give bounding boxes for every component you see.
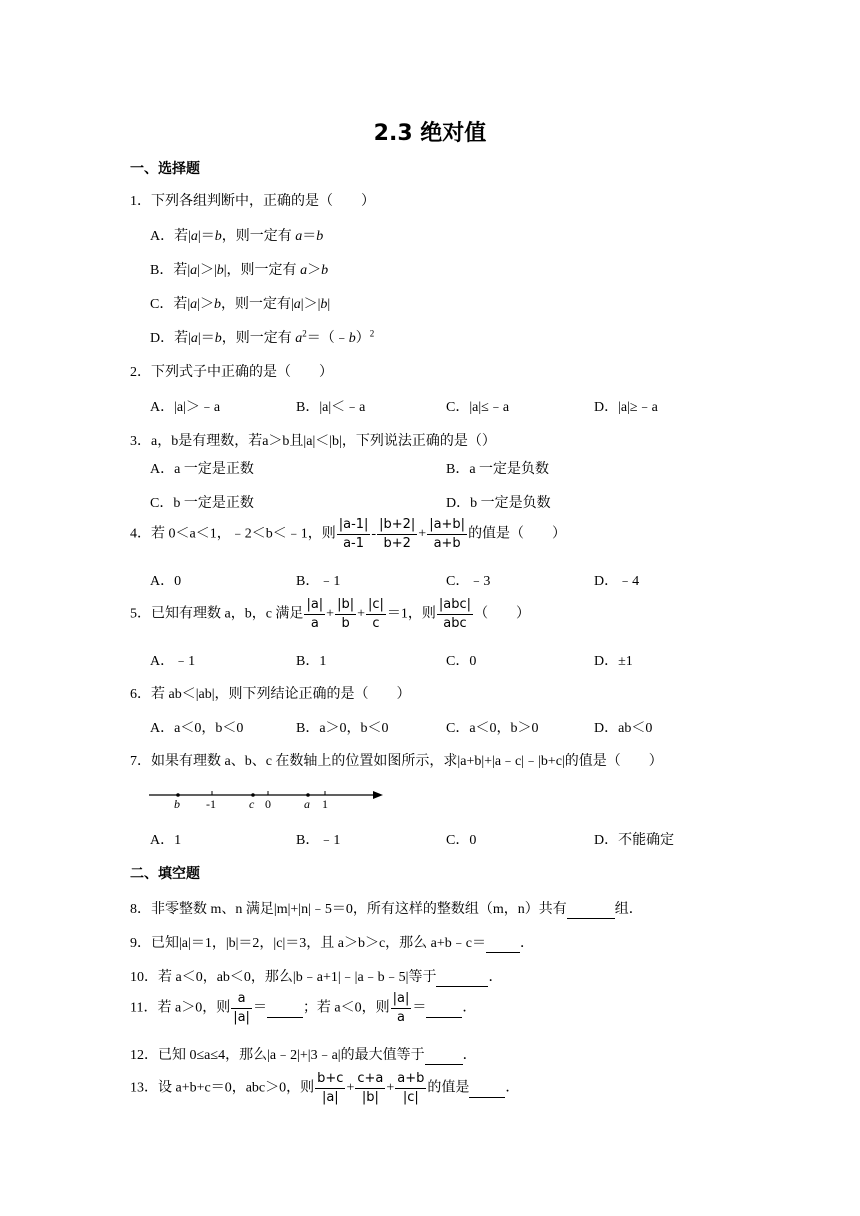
- q2-option-c: C．|a|≤﹣a: [446, 400, 510, 415]
- q4-option-b: B．﹣1: [296, 574, 341, 589]
- q4-fraction-3: $\frac{|a+b|}{a+b}$: [429, 517, 466, 551]
- q13-fraction-2: $\frac{c+a}{|b|}$: [357, 1071, 384, 1105]
- q7-option-a: A．1: [150, 833, 182, 848]
- q4-fraction-2: $\frac{|b+2|}{b+2}$: [379, 517, 416, 551]
- answer-blank[interactable]: [426, 1001, 462, 1018]
- number-line: [145, 780, 385, 810]
- q11-fraction-2: $\frac{|a|}{a}$: [392, 991, 410, 1025]
- answer-blank[interactable]: [436, 970, 488, 987]
- q7-option-b: B．﹣1: [296, 833, 341, 848]
- question-13: 13．设 a+b+c＝0，abc＞0，则 $\frac{b+c}{|a|}$ + $\frac{c+a}{|b|}$ + $\frac{a+b}{|c|}$ 的值是 ．: [130, 1071, 520, 1105]
- q5-fraction-b: $\frac{|b|}{b}$: [337, 597, 355, 631]
- q5-option-b: B．1: [296, 654, 327, 669]
- q5-fraction-abc: $\frac{\text{|abc|}}{\text{abc}}$: [438, 597, 472, 631]
- answer-blank[interactable]: [469, 1081, 505, 1098]
- q5-option-d: D．±1: [594, 654, 633, 669]
- q2-option-d: D．|a|≥﹣a: [594, 400, 658, 415]
- q3-option-b: B．a 一定是负数: [446, 462, 550, 477]
- question-10: 10．若 a＜0，ab＜0，那么|b﹣a+1|﹣|a﹣b﹣5|等于 ．: [130, 970, 503, 985]
- question-1: 1．下列各组判断中，正确的是（ ）: [130, 194, 375, 209]
- q4-fraction-1: $\frac{|a-1|}{a-1}$: [338, 517, 369, 551]
- axis-label-0: 0: [265, 797, 271, 810]
- page-title: 2.3 绝对值: [373, 121, 487, 146]
- q2-option-b: B．|a|＜﹣a: [296, 400, 366, 415]
- q7-option-d: D．不能确定: [594, 833, 675, 848]
- question-2: 2．下列式子中正确的是（ ）: [130, 365, 333, 380]
- q5-fraction-a: $\frac{|a|}{a}$: [306, 597, 324, 631]
- q13-fraction-1: $\frac{b+c}{|a|}$: [317, 1071, 344, 1105]
- question-5: 5．已知有理数 a，b，c 满足 $\frac{|a|}{a}$ + $\frac{|b|}{b}$ + $\frac{|c|}{c}$ ＝1，则 $\frac{\text{|abc|}}{\text{abc}}$ （ ）: [130, 597, 531, 631]
- q1-option-b: B．若|a|＞|b|，则一定有 a＞b: [150, 263, 329, 278]
- q5-option-a: A．﹣1: [150, 654, 196, 669]
- answer-blank[interactable]: [425, 1048, 463, 1065]
- question-6: 6．若 ab＜|ab|，则下列结论正确的是（ ）: [130, 687, 411, 702]
- q3-option-d: D．b 一定是负数: [446, 496, 551, 511]
- q3-option-a: A．a 一定是正数: [150, 462, 254, 477]
- answer-blank[interactable]: [486, 936, 520, 953]
- question-9: 9．已知|a|＝1，|b|＝2，|c|＝3，且 a＞b＞c，那么 a+b﹣c＝ ．: [130, 936, 534, 951]
- section-fill-heading: 二、填空题: [130, 866, 200, 882]
- question-11: 11．若 a＞0，则 $\frac{a}{|a|}$ ＝ ；若 a＜0，则 $\frac{|a|}{a}$ ＝ ．: [130, 991, 477, 1025]
- question-8: 8．非零整数 m、n 满足|m|+|n|﹣5＝0，所有这样的整数组（m，n）共有 组．: [130, 902, 643, 917]
- axis-label-c: c: [249, 797, 255, 810]
- q6-option-c: C．a＜0，b＞0: [446, 721, 539, 736]
- q6-option-d: D．ab＜0: [594, 721, 653, 736]
- question-12: 12．已知 0≤a≤4，那么|a﹣2|+|3﹣a|的最大值等于 ．: [130, 1048, 477, 1063]
- q2-option-a: A．|a|＞﹣a: [150, 400, 221, 415]
- q5-fraction-c: $\frac{|c|}{c}$: [368, 597, 384, 631]
- section-choice-heading: 一、选择题: [130, 161, 200, 177]
- q1-option-a: A．若|a|＝b，则一定有 a＝b: [150, 229, 324, 244]
- axis-label-1: 1: [322, 797, 328, 810]
- axis-label-minus-1: -1: [206, 797, 216, 810]
- q7-option-c: C．0: [446, 833, 477, 848]
- q6-option-a: A．a＜0，b＜0: [150, 721, 244, 736]
- q11-fraction-1: $\frac{a}{|a|}$: [233, 991, 250, 1025]
- answer-blank[interactable]: [567, 902, 615, 919]
- q3-option-c: C．b 一定是正数: [150, 496, 254, 511]
- q5-option-c: C．0: [446, 654, 477, 669]
- question-7: 7．如果有理数 a、b、c 在数轴上的位置如图所示，求|a+b|+|a﹣c|﹣|b+c|的值是（ ）: [130, 754, 663, 769]
- q6-option-b: B．a＞0，b＜0: [296, 721, 389, 736]
- q13-fraction-3: $\frac{a+b}{|c|}$: [397, 1071, 425, 1105]
- q4-option-d: D．﹣4: [594, 574, 640, 589]
- answer-blank[interactable]: [267, 1001, 303, 1018]
- q4-option-a: A．0: [150, 574, 182, 589]
- axis-label-a: a: [304, 797, 310, 810]
- q4-option-c: C．﹣3: [446, 574, 491, 589]
- q1-option-d: D．若|a|＝b，则一定有 $a^2=(﹣b)^2$: [150, 328, 375, 346]
- q1-option-c: C．若|a|＞b，则一定有|a|＞|b|: [150, 297, 331, 312]
- axis-label-b: b: [174, 797, 180, 810]
- question-3: 3．a，b是有理数，若a＞b且|a|＜|b|，下列说法正确的是（）: [130, 434, 496, 449]
- question-4: 4．若 0＜a＜1，﹣2＜b＜﹣1，则 $\frac{|a-1|}{a-1}$ - $\frac{|b+2|}{b+2}$ + $\frac{|a+b|}{a+b}$ 的值是（ ）: [130, 517, 567, 551]
